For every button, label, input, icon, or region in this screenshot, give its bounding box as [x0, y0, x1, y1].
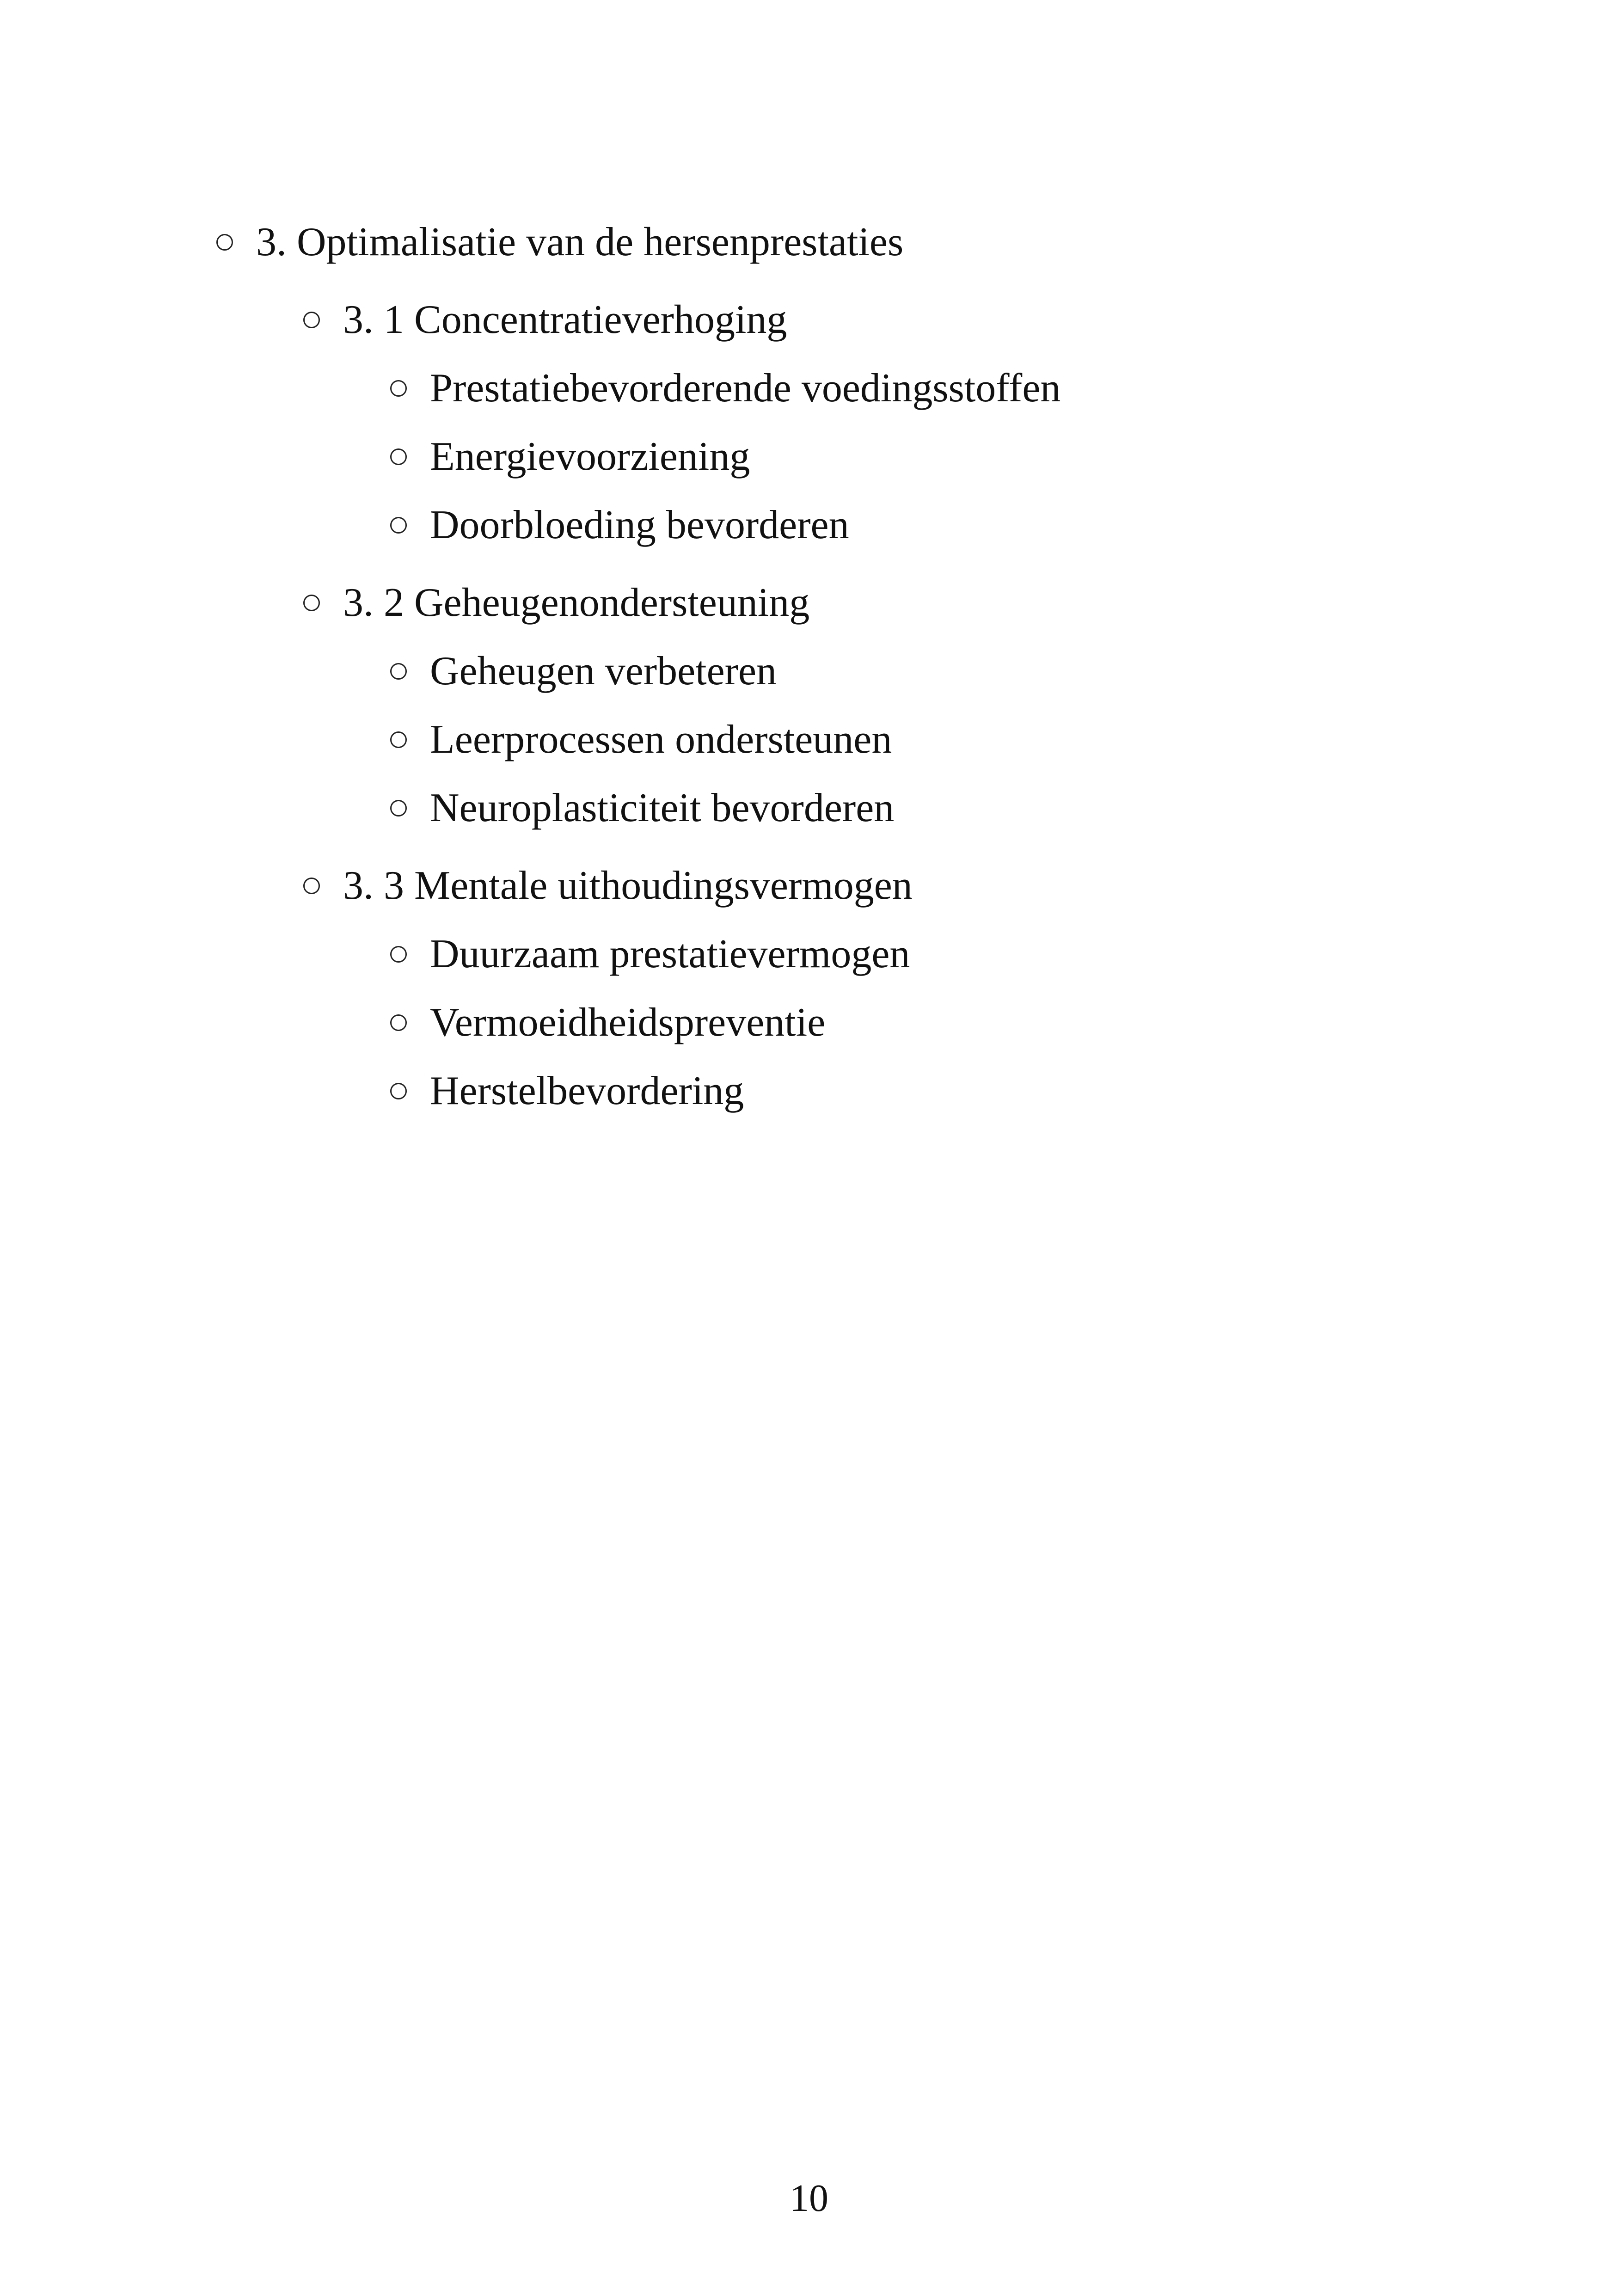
section-mental-endurance: [303, 861, 1557, 911]
hollow-circle-bullet-icon: [303, 312, 320, 328]
section-title: 3. 2 Geheugenondersteuning: [343, 580, 810, 625]
list-item-text: Geheugen verbeteren: [430, 649, 777, 694]
hollow-circle-bullet-icon: [390, 448, 407, 465]
outline-heading: [216, 217, 1557, 267]
hollow-circle-bullet-icon: [390, 517, 407, 534]
hollow-circle-bullet-icon: [390, 731, 407, 748]
list-item-text: Energievoorziening: [430, 434, 750, 479]
hollow-circle-bullet-icon: [390, 800, 407, 816]
list-item: [390, 998, 1557, 1048]
list-item: [390, 363, 1557, 413]
hollow-circle-bullet-icon: [390, 380, 407, 397]
section-title: 3. 1 Concentratieverhoging: [343, 297, 787, 342]
hollow-circle-bullet-icon: [390, 946, 407, 963]
list-item-text: Neuroplasticiteit bevorderen: [430, 786, 895, 830]
list-item: [390, 783, 1557, 833]
hollow-circle-bullet-icon: [303, 595, 320, 611]
outline-heading-text: 3. Optimalisatie van de hersenprestaties: [256, 220, 904, 264]
section-memory: [303, 578, 1557, 628]
outline-list: [216, 217, 1557, 1116]
hollow-circle-bullet-icon: [390, 663, 407, 680]
hollow-circle-bullet-icon: [390, 1014, 407, 1031]
list-item: [390, 929, 1557, 979]
list-item: [390, 1066, 1557, 1116]
list-item-text: Prestatiebevorderende voedingsstoffen: [430, 366, 1061, 411]
hollow-circle-bullet-icon: [390, 1083, 407, 1099]
hollow-circle-bullet-icon: [216, 234, 233, 251]
list-item-text: Doorbloeding bevorderen: [430, 503, 849, 547]
page-number: 10: [790, 2177, 828, 2220]
list-item: [390, 432, 1557, 482]
list-item: [390, 646, 1557, 696]
section-title: 3. 3 Mentale uithoudingsvermogen: [343, 863, 913, 908]
list-item-text: Leerprocessen ondersteunen: [430, 717, 892, 762]
list-item-text: Duurzaam prestatievermogen: [430, 932, 910, 976]
list-item: [390, 500, 1557, 550]
list-item: [390, 715, 1557, 765]
list-item-text: Herstelbevordering: [430, 1068, 744, 1113]
list-item-text: Vermoeidheidspreventie: [430, 1000, 826, 1045]
section-concentration: [303, 295, 1557, 345]
hollow-circle-bullet-icon: [303, 878, 320, 894]
